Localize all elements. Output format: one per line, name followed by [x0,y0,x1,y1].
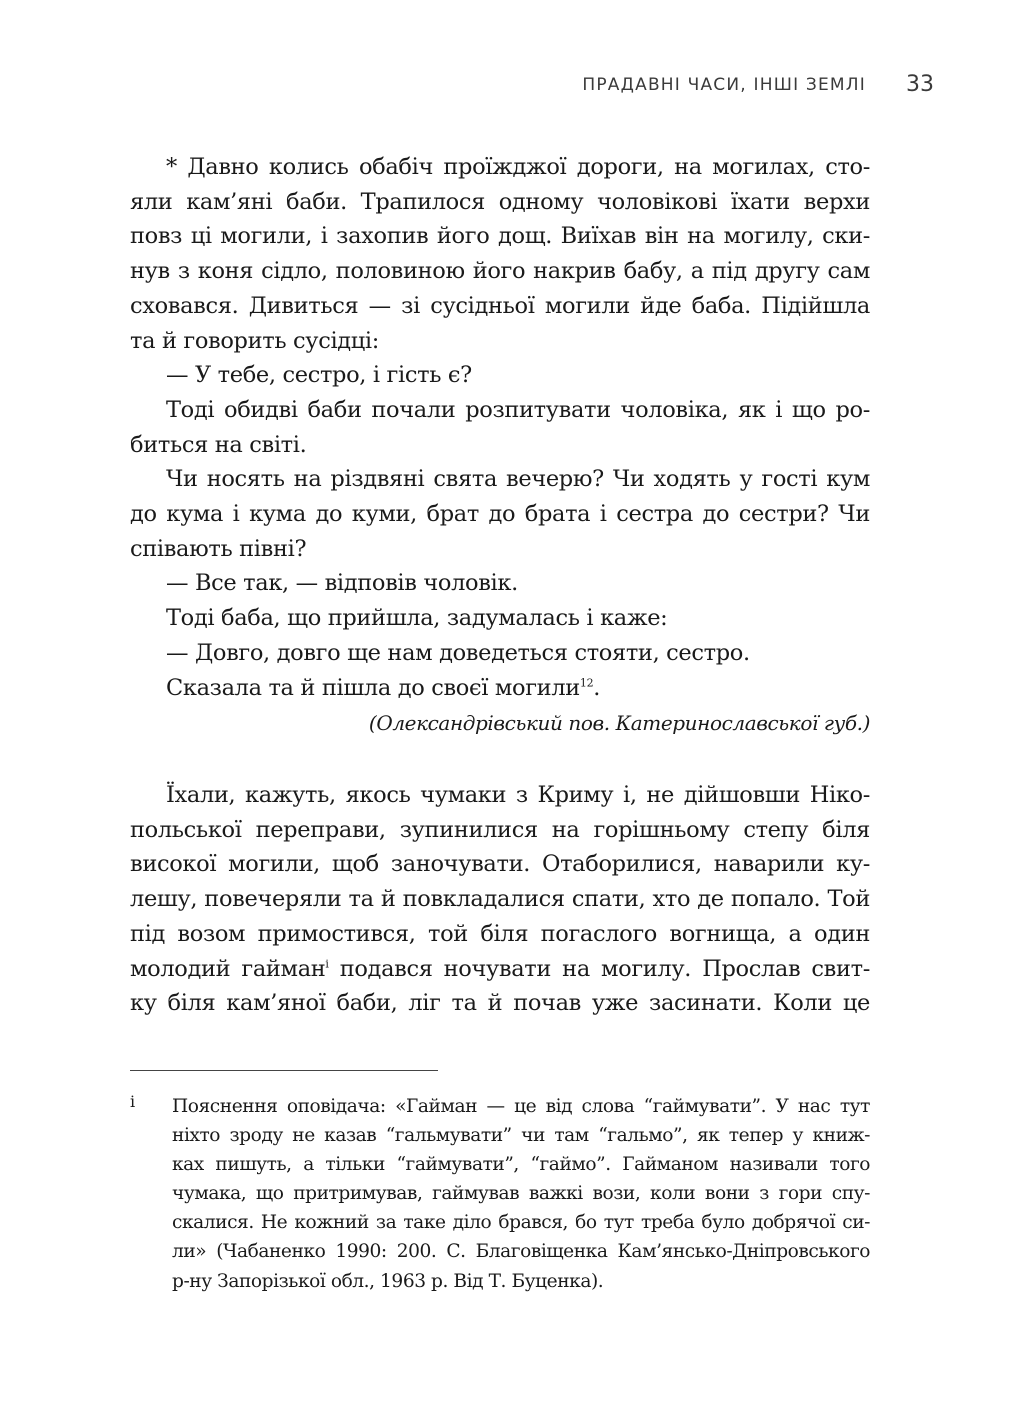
story-2 [130,778,870,1021]
footnote-reference: i [325,957,329,971]
footnote-divider [130,1070,438,1071]
paragraph-line: до кума і кума до куми, брат до брата і сестра до сестри? Чи [130,501,870,528]
paragraph-line: нув з коня сідло, половиною його накрив бабу, а під другу сам [130,258,870,285]
paragraph-line: Тоді баба, що прийшла, задумалась і каже: [166,605,668,632]
paragraph-line: високої могили, щоб заночувати. Отаборилися, наварили ку- [130,851,870,878]
footnote-line: чумака, що притримував, гаймував важкі вози, коли вони з гори спу- [172,1183,870,1205]
paragraph-line: та й говорить сусідці: [130,327,379,354]
paragraph-line: під возом примостився, той біля погаслого вогнища, а один [130,920,870,947]
footnote-text [172,1092,870,1296]
source-attribution: (Олександрівський пов. Катеринославської губ.) [368,711,870,736]
paragraph-line: * Давно колись обабіч проїжджої дороги, на могилах, сто- [166,154,870,180]
paragraph-line: Тоді обидві баби почали розпитувати чоловіка, як і що ро- [166,396,870,423]
paragraph-line: лешу, повечеряли та й повкладалися спати, хто де попало. Той [130,886,870,913]
running-header [0,72,1024,102]
dialogue-line: — У тебе, сестро, і гість є? [166,362,472,389]
footnote-line: ніхто зроду не казав “гальмувати” чи там “гальмо”, як тепер у книж- [172,1125,870,1147]
paragraph-line: ку біля кам’яної баби, ліг та й почав уже засинати. Коли це [130,990,870,1017]
running-title: ПРАДАВНІ ЧАСИ, ІНШІ ЗЕМЛІ [582,75,866,95]
footnote-marker: i [130,1092,136,1111]
paragraph-line: співають півні? [130,535,307,562]
paragraph-line: Їхали, кажуть, якось чумаки з Криму і, не дійшовши Ніко- [166,782,870,808]
line-part: молодий гайман [130,955,326,982]
line-part: подався ночувати на могилу. Прослав свит- [328,955,870,982]
endnote-reference: 12 [579,676,594,690]
dialogue-line: — Все так, — відповів чоловік. [166,570,518,597]
paragraph-line: биться на світі. [130,431,307,458]
dialogue-line: — Довго, довго ще нам доведеться стояти, сестро. [166,639,750,666]
paragraph-line: повз ці могили, і захопив його дощ. Виїхав він на могилу, ски- [130,223,870,250]
closing-sentence: Сказала та й пішла до своєї могили [166,674,580,701]
footnote-line: ли» (Чабаненко 1990: 200. С. Благовіщенка Кам’янсько-Дніпровського [172,1241,870,1263]
story-1 [130,150,870,741]
footnote-line: Пояснення оповідача: «Гайман — це від слова “гаймувати”. У нас тут [172,1096,870,1117]
paragraph-line: сховався. Дивиться — зі сусідньої могили йде баба. Підійшла [130,292,870,319]
paragraph-line: яли кам’яні баби. Трапилося одному чоловікові їхати верхи [130,188,870,215]
paragraph-line [130,952,870,987]
footnote-line: р-ну Запорізької обл., 1963 р. Від Т. Буценка). [172,1270,604,1292]
paragraph-line: Сказала та й пішла до своєї могили$^{12}$. [166,674,601,701]
footnote-line: ках пишуть, а тільки “гаймувати”, “гаймо”. Гайманом називали того [172,1154,870,1176]
page-number: 33 [906,72,934,97]
paragraph-line: польської переправи, зупинилися на горішньому степу біля [130,816,870,843]
paragraph-line: Чи носять на різдвяні свята вечерю? Чи ходять у гості кум [166,466,870,493]
footnote-line: скалися. Не кожний за таке діло брався, бо тут треба було добрячої си- [172,1212,870,1234]
